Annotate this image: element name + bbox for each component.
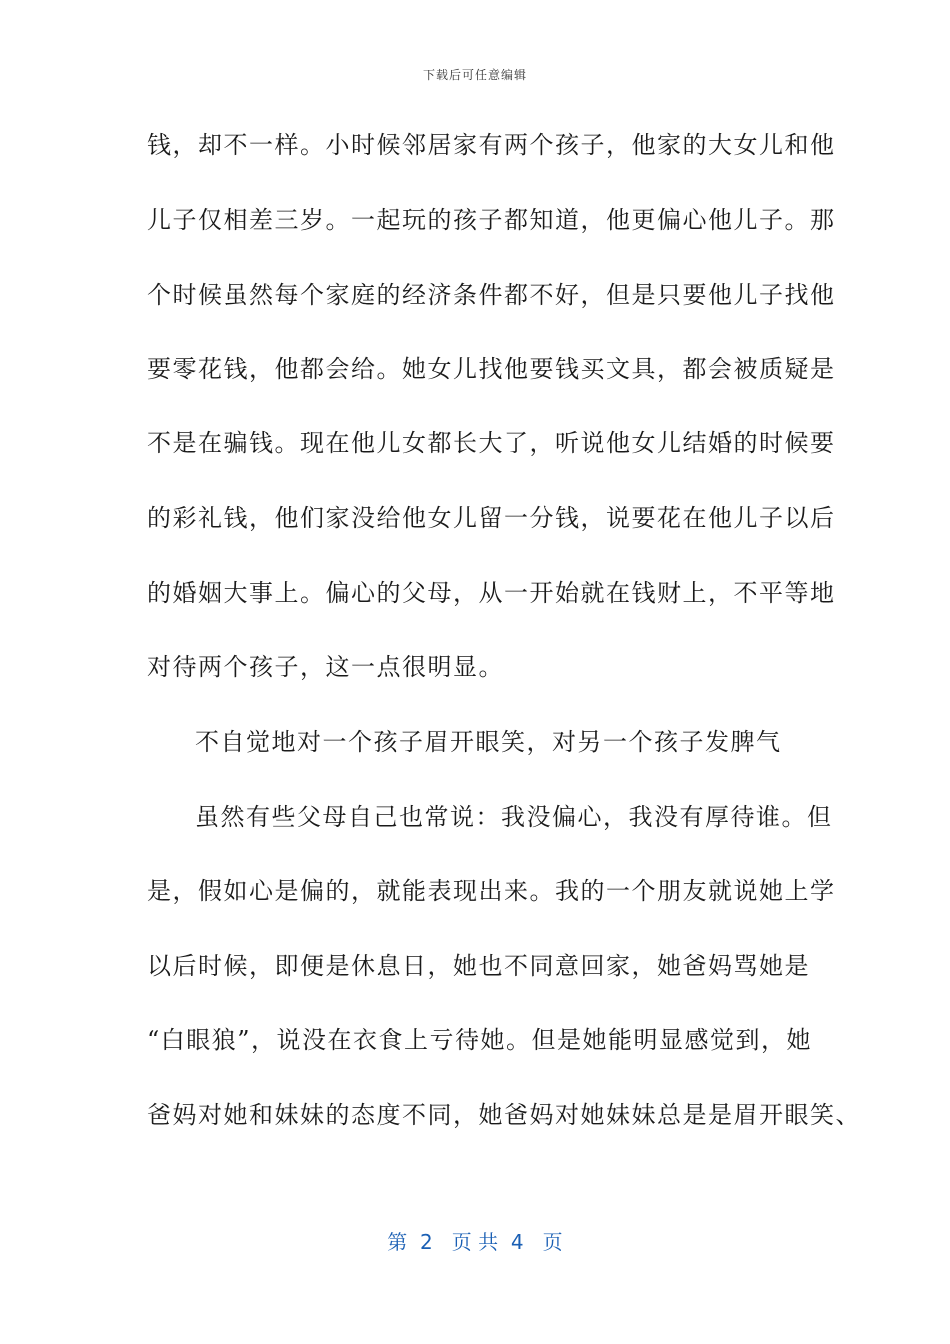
text-line: 个时候虽然每个家庭的经济条件都不好，但是只要他儿子找他: [147, 281, 836, 309]
page-header: 下载后可任意编辑: [422, 68, 527, 82]
text-line: 的彩礼钱，他们家没给他女儿留一分钱，说要花在他儿子以后: [147, 504, 836, 532]
text-line: 虽然有些父母自己也常说：我没偏心，我没有厚待谁。但: [195, 803, 833, 831]
text-line: 以后时候，即便是休息日，她也不同意回家，她爸妈骂她是: [147, 952, 810, 980]
section-heading: 不自觉地对一个孩子眉开眼笑，对另一个孩子发脾气: [195, 728, 782, 756]
text-line: 不是在骗钱。现在他儿女都长大了，听说他女儿结婚的时候要: [147, 429, 836, 457]
text-line: 对待两个孩子，这一点很明显。: [147, 653, 504, 681]
text-line: 儿子仅相差三岁。一起玩的孩子都知道，他更偏心他儿子。那: [147, 206, 836, 234]
text-line: 爸妈对她和妹妹的态度不同，她爸妈对她妹妹总是是眉开眼笑、: [147, 1101, 861, 1129]
text-line: 是，假如心是偏的，就能表现出来。我的一个朋友就说她上学: [147, 877, 836, 905]
text-line: “白眼狼”，说没在衣食上亏待她。但是她能明显感觉到，她: [147, 1026, 813, 1054]
text-line: 的婚姻大事上。偏心的父母，从一开始就在钱财上，不平等地: [147, 579, 836, 607]
text-line: 钱，却不一样。小时候邻居家有两个孩子，他家的大女儿和他: [147, 131, 836, 159]
page-number-footer: 第 2 页 共 4 页: [387, 1230, 563, 1254]
text-line: 要零花钱，他都会给。她女儿找他要钱买文具，都会被质疑是: [147, 355, 836, 383]
